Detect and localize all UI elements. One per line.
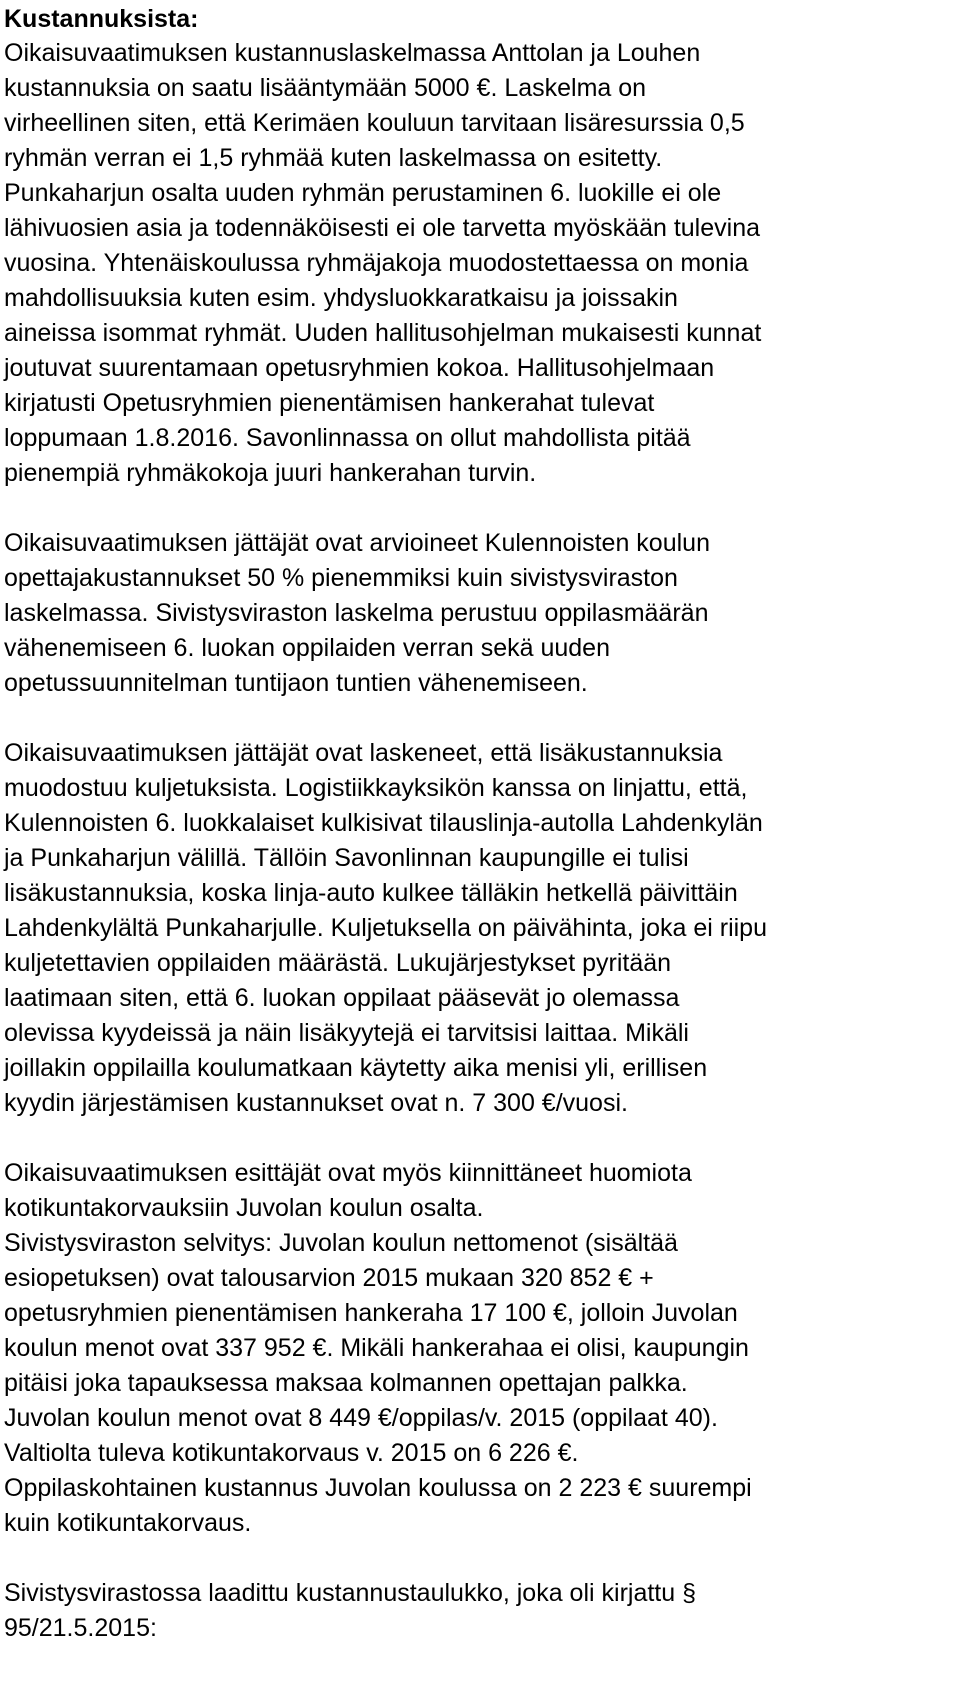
text-line: lisäkustannuksia, koska linja-auto kulkee tälläkin hetkellä päivittäin bbox=[4, 879, 738, 907]
text-line: vähenemiseen 6. luokan oppilaiden verran sekä uuden bbox=[4, 634, 610, 662]
text-line: loppumaan 1.8.2016. Savonlinnassa on ollut mahdollista pitää bbox=[4, 424, 691, 452]
text-line: kotikuntakorvauksiin Juvolan koulun osalta. bbox=[4, 1194, 484, 1222]
document-body bbox=[4, 36, 956, 1646]
text-line: Sivistysviraston selvitys: Juvolan koulun nettomenot (sisältää bbox=[4, 1229, 678, 1257]
text-line: Kulennoisten 6. luokkalaiset kulkisivat tilauslinja-autolla Lahdenkylän bbox=[4, 809, 763, 837]
text-line: koulun menot ovat 337 952 €. Mikäli hankerahaa ei olisi, kaupungin bbox=[4, 1334, 749, 1362]
text-line: kustannuksia on saatu lisääntymään 5000 €. Laskelma on bbox=[4, 74, 647, 102]
text-line: lähivuosien asia ja todennäköisesti ei ole tarvetta myöskään tulevina bbox=[4, 214, 761, 242]
document-page bbox=[4, 0, 956, 1646]
text-line: laskelmassa. Sivistysviraston laskelma perustuu oppilasmäärän bbox=[4, 599, 709, 627]
text-line: kuljetettavien oppilaiden määrästä. Lukujärjestykset pyritään bbox=[4, 949, 672, 977]
text-line: olevissa kyydeissä ja näin lisäkyytejä ei tarvitsisi laittaa. Mikäli bbox=[4, 1019, 689, 1047]
text-line: pitäisi joka tapauksessa maksaa kolmannen opettajan palkka. bbox=[4, 1369, 688, 1397]
text-line: opetusryhmien pienentämisen hankeraha 17 100 €, jolloin Juvolan bbox=[4, 1299, 738, 1327]
text-line: Lahdenkylältä Punkaharjulle. Kuljetuksella on päivähinta, joka ei riipu bbox=[4, 914, 767, 942]
text-line: ryhmän verran ei 1,5 ryhmää kuten laskelmassa on esitetty. bbox=[4, 144, 663, 172]
text-line: kirjatusti Opetusryhmien pienentämisen hankerahat tulevat bbox=[4, 389, 655, 417]
text-line: Valtiolta tuleva kotikuntakorvaus v. 2015 on 6 226 €. bbox=[4, 1439, 579, 1467]
text-line: joutuvat suurentamaan opetusryhmien kokoa. Hallitusohjelmaan bbox=[4, 354, 715, 382]
section-heading: Kustannuksista: bbox=[4, 5, 199, 33]
text-line: Oikaisuvaatimuksen esittäjät ovat myös kiinnittäneet huomiota bbox=[4, 1159, 692, 1187]
text-line: Oikaisuvaatimuksen jättäjät ovat laskeneet, että lisäkustannuksia bbox=[4, 739, 723, 767]
text-line: mahdollisuuksia kuten esim. yhdysluokkaratkaisu ja joissakin bbox=[4, 284, 678, 312]
text-line: 95/21.5.2015: bbox=[4, 1614, 157, 1642]
text-line: kyydin järjestämisen kustannukset ovat n. 7 300 €/vuosi. bbox=[4, 1089, 628, 1117]
paragraph-5 bbox=[4, 1576, 956, 1646]
text-line: esiopetuksen) ovat talousarvion 2015 mukaan 320 852 € + bbox=[4, 1264, 654, 1292]
text-line: virheellinen siten, että Kerimäen kouluun tarvitaan lisäresurssia 0,5 bbox=[4, 109, 745, 137]
text-line: pienempiä ryhmäkokoja juuri hankerahan turvin. bbox=[4, 459, 537, 487]
paragraph-4 bbox=[4, 1156, 956, 1541]
text-line: ja Punkaharjun välillä. Tällöin Savonlinnan kaupungille ei tulisi bbox=[4, 844, 689, 872]
text-line: Oikaisuvaatimuksen jättäjät ovat arvioineet Kulennoisten koulun bbox=[4, 529, 710, 557]
text-line: Sivistysvirastossa laadittu kustannustaulukko, joka oli kirjattu § bbox=[4, 1579, 696, 1607]
text-line: muodostuu kuljetuksista. Logistiikkayksikön kanssa on linjattu, että, bbox=[4, 774, 748, 802]
text-line: Juvolan koulun menot ovat 8 449 €/oppilas/v. 2015 (oppilaat 40). bbox=[4, 1404, 718, 1432]
text-line: vuosina. Yhtenäiskoulussa ryhmäjakoja muodostettaessa on monia bbox=[4, 249, 749, 277]
paragraph-3 bbox=[4, 736, 956, 1121]
text-line: joillakin oppilailla koulumatkaan käytetty aika menisi yli, erillisen bbox=[4, 1054, 708, 1082]
paragraph-1 bbox=[4, 36, 956, 491]
text-line: kuin kotikuntakorvaus. bbox=[4, 1509, 252, 1537]
text-line: opetussuunnitelman tuntijaon tuntien vähenemiseen. bbox=[4, 669, 588, 697]
text-line: aineissa isommat ryhmät. Uuden hallitusohjelman mukaisesti kunnat bbox=[4, 319, 762, 347]
paragraph-2 bbox=[4, 526, 956, 701]
text-line: laatimaan siten, että 6. luokan oppilaat pääsevät jo olemassa bbox=[4, 984, 680, 1012]
text-line: Oikaisuvaatimuksen kustannuslaskelmassa Anttolan ja Louhen bbox=[4, 39, 701, 67]
text-line: Oppilaskohtainen kustannus Juvolan koulussa on 2 223 € suurempi bbox=[4, 1474, 752, 1502]
text-line: opettajakustannukset 50 % pienemmiksi kuin sivistysviraston bbox=[4, 564, 678, 592]
text-line: Punkaharjun osalta uuden ryhmän perustaminen 6. luokille ei ole bbox=[4, 179, 722, 207]
